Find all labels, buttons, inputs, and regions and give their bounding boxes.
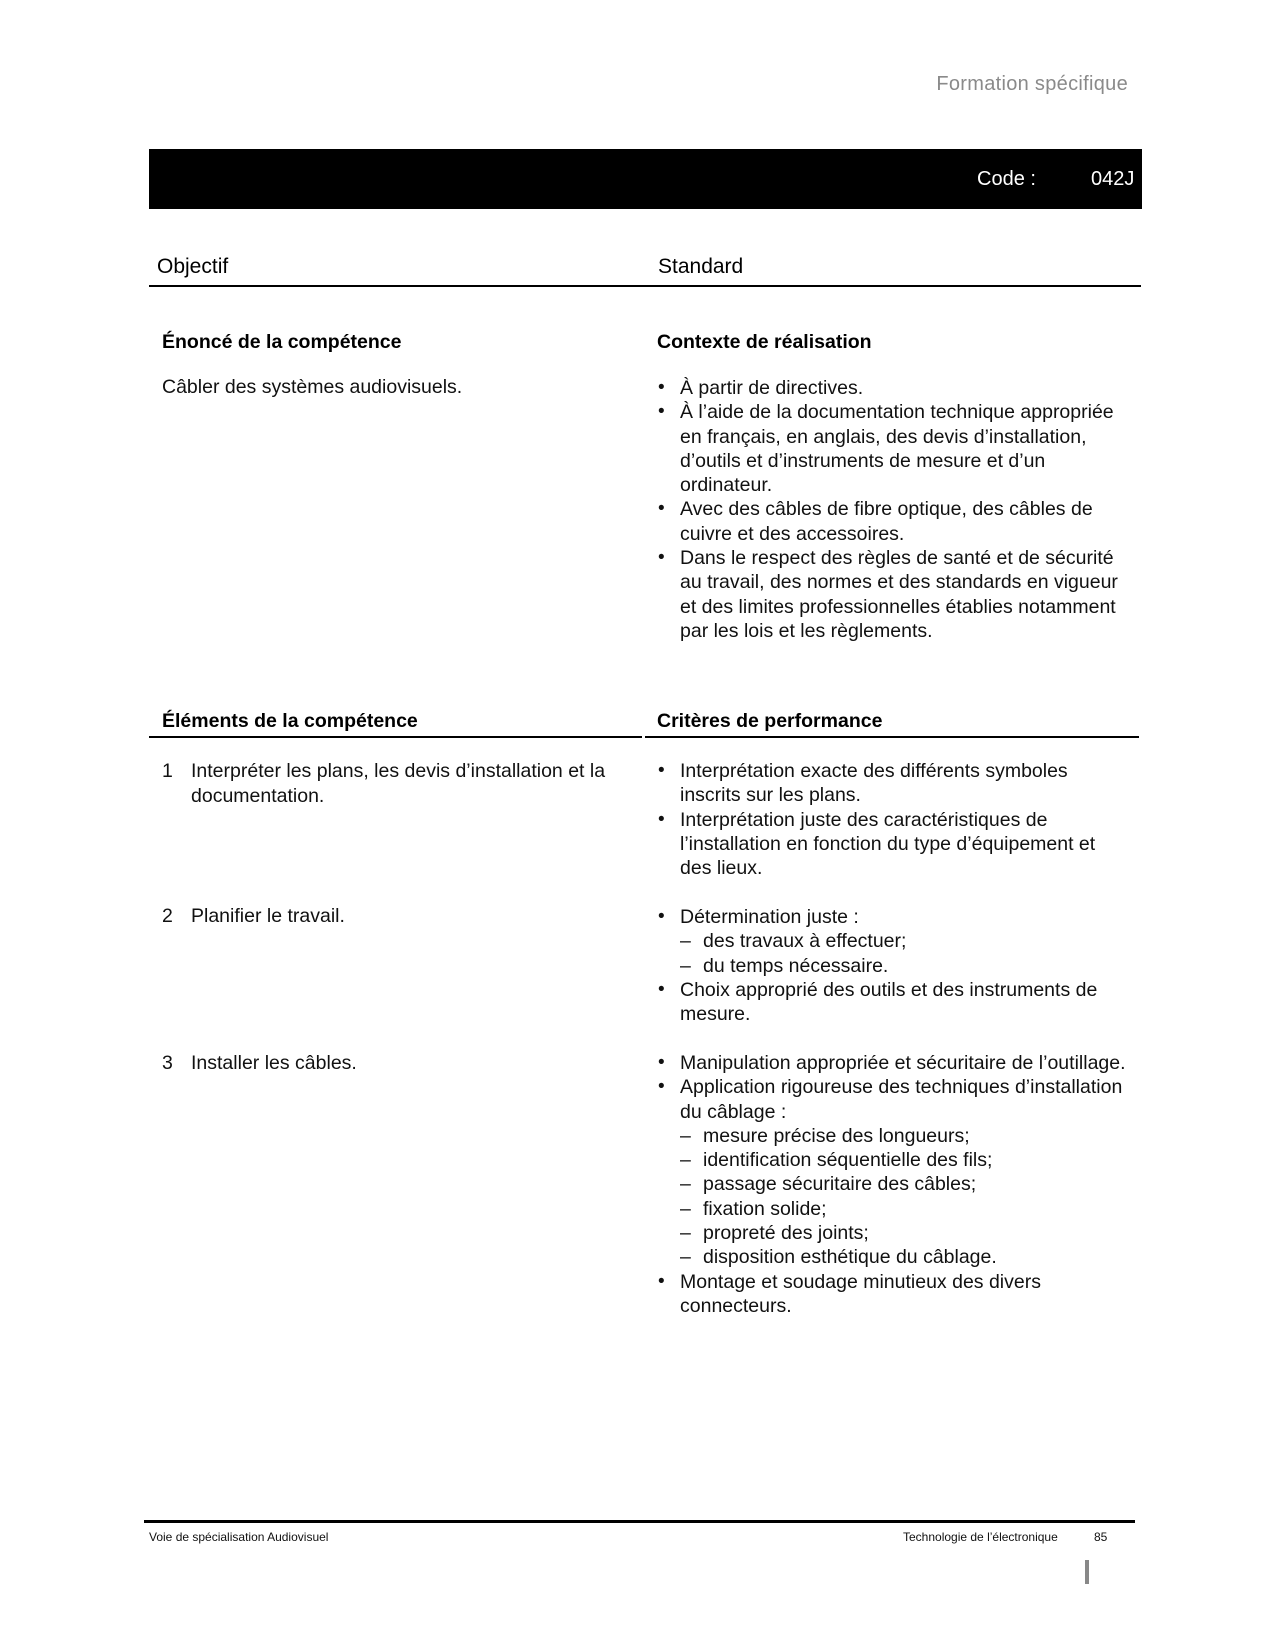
competence-title: Énoncé de la compétence xyxy=(162,331,402,353)
criteria-subitem-text: disposition esthétique du câblage. xyxy=(703,1246,997,1269)
element-item-1 xyxy=(162,759,622,808)
code-bar xyxy=(149,149,1142,209)
criteria-group-1 xyxy=(657,759,1127,880)
page-number: 85 xyxy=(1094,1530,1108,1544)
criteria-subitem: – mesure précise des longueurs; xyxy=(680,1124,970,1147)
criteria-subitem-text: des travaux à effectuer; xyxy=(703,930,907,953)
element-text: Installer les câbles. xyxy=(191,1052,357,1074)
element-item-2 xyxy=(162,904,622,929)
criteria-item xyxy=(657,1075,1127,1269)
criteria-item xyxy=(657,905,1127,978)
criteria-subitem-text: passage sécuritaire des câbles; xyxy=(703,1173,977,1196)
context-item: • Avec des câbles de fibre optique, des câbles de cuivre et des accessoires. xyxy=(657,497,1127,546)
criteria-group-3 xyxy=(657,1051,1127,1318)
criteria-item: • Choix approprié des outils et des instruments de mesure. xyxy=(657,978,1127,1027)
element-number: 1 xyxy=(162,760,173,782)
context-list xyxy=(657,376,1127,643)
element-number: 2 xyxy=(162,905,173,927)
criteria-group-2 xyxy=(657,905,1127,1026)
criteria-subitem-text: du temps nécessaire. xyxy=(703,954,889,977)
element-item-3 xyxy=(162,1051,622,1076)
context-item: • Dans le respect des règles de santé et de sécurité au travail, des normes et des standards en vigueur et des limites professionnelles établies notamment par les lois et les règlements. xyxy=(657,546,1127,643)
criteria-subitem: – des travaux à effectuer; xyxy=(680,930,907,953)
criteria-subitem: – fixation solide; xyxy=(680,1197,827,1220)
context-item: • À l’aide de la documentation technique appropriée en français, en anglais, des devis d’installation, d’outils et d’instruments de mesure et d’un ordinateur. xyxy=(657,400,1127,497)
criteria-item: • Montage et soudage minutieux des divers connecteurs. xyxy=(657,1270,1127,1319)
elements-title: Éléments de la compétence xyxy=(162,710,418,732)
criteria-subitem-text: propreté des joints; xyxy=(703,1222,869,1245)
criteria-item: • Interprétation exacte des différents symboles inscrits sur les plans. xyxy=(657,759,1127,808)
code-value: 042J xyxy=(1091,168,1135,190)
criteria-item: • Manipulation appropriée et sécuritaire de l’outillage. xyxy=(657,1051,1127,1075)
competence-text: Câbler des systèmes audiovisuels. xyxy=(162,376,463,398)
criteria-subitem: – identification séquentielle des fils; xyxy=(680,1149,993,1172)
context-item: • À partir de directives. xyxy=(657,376,1127,400)
footer-left: Voie de spécialisation Audiovisuel xyxy=(149,1530,329,1544)
criteria-subitem: – du temps nécessaire. xyxy=(680,954,889,977)
criteria-subitem: – disposition esthétique du câblage. xyxy=(680,1246,997,1269)
context-title: Contexte de réalisation xyxy=(657,331,872,353)
element-number: 3 xyxy=(162,1052,173,1074)
column-heading-rule xyxy=(149,285,1141,287)
criteria-rule xyxy=(645,736,1139,738)
element-text: Interpréter les plans, les devis d’installation et la documentation. xyxy=(191,760,606,807)
criteria-subitem-text: mesure précise des longueurs; xyxy=(703,1124,970,1147)
footer-rule xyxy=(144,1520,1135,1523)
criteria-subitem-text: identification séquentielle des fils; xyxy=(703,1149,993,1172)
element-text: Planifier le travail. xyxy=(191,905,345,927)
criteria-subitem: – passage sécuritaire des câbles; xyxy=(680,1173,977,1196)
margin-mark xyxy=(1085,1560,1089,1584)
criteria-title: Critères de performance xyxy=(657,710,883,732)
criteria-item-text: Détermination juste : xyxy=(680,906,859,928)
footer-right: Technologie de l’électronique xyxy=(903,1530,1058,1544)
section-header: Formation spécifique xyxy=(936,73,1128,95)
column-heading-standard: Standard xyxy=(658,255,744,278)
criteria-subitem: – propreté des joints; xyxy=(680,1222,869,1245)
code-label: Code : xyxy=(977,168,1036,190)
elements-rule xyxy=(149,736,642,738)
criteria-item: • Interprétation juste des caractéristiques de l’installation en fonction du type d’équipement et des lieux. xyxy=(657,808,1127,881)
criteria-item-text: Application rigoureuse des techniques d’installation du câblage : xyxy=(680,1076,1123,1123)
criteria-subitem-text: fixation solide; xyxy=(703,1197,827,1220)
column-heading-objectif: Objectif xyxy=(157,255,229,278)
